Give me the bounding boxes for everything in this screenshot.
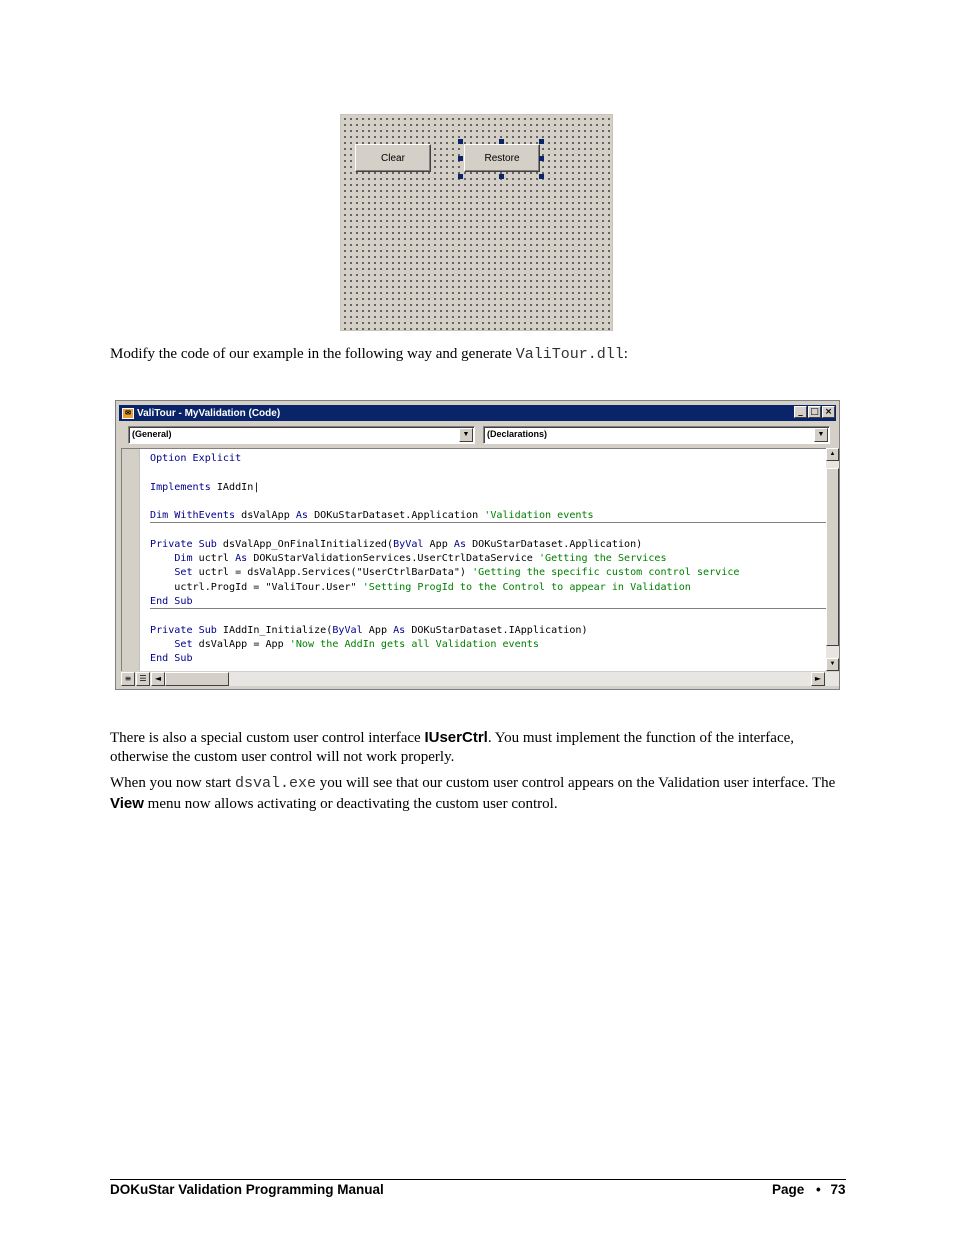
restore-button[interactable]: Restore — [464, 144, 540, 172]
chevron-down-icon[interactable]: ▼ — [814, 428, 828, 442]
iuserctrl-term: IUserCtrl — [424, 729, 488, 746]
clear-button[interactable]: Clear — [355, 144, 431, 172]
scroll-thumb-horizontal[interactable] — [165, 672, 229, 686]
iuserctrl-text-after: . You must implement the function of the interface, otherwise the custom user control will not work properly. — [110, 730, 795, 765]
view-menu-term: View — [110, 795, 144, 812]
dll-filename: ValiTour.dll — [515, 346, 624, 363]
scroll-right-icon[interactable]: ► — [811, 672, 825, 686]
footer-rule — [110, 1179, 846, 1180]
intro-colon: : — [623, 346, 628, 362]
editor-margin — [122, 449, 140, 671]
chevron-down-icon[interactable]: ▼ — [459, 428, 473, 442]
selection-handle[interactable] — [539, 174, 544, 179]
page-label: Page — [772, 1182, 805, 1197]
procedure-combo[interactable] — [483, 426, 830, 444]
maximize-icon[interactable]: □ — [808, 406, 821, 418]
selection-handle[interactable] — [499, 174, 504, 179]
scroll-left-icon[interactable]: ◄ — [151, 672, 165, 686]
intro-text: Modify the code of our example in the following way and generate — [110, 346, 516, 362]
code-editor[interactable] — [121, 448, 826, 671]
vertical-scrollbar[interactable] — [826, 448, 839, 671]
footer-page — [772, 1182, 846, 1197]
dsval-exe: dsval.exe — [234, 775, 316, 792]
selection-handle[interactable] — [539, 156, 544, 161]
close-icon[interactable]: × — [822, 406, 835, 418]
code-window — [115, 400, 840, 690]
object-combo[interactable] — [128, 426, 475, 444]
dsval-text-middle: you will see that our custom user control appears on the Validation user interface. The — [316, 775, 836, 791]
scroll-thumb[interactable] — [826, 468, 839, 646]
procedure-separator — [150, 522, 826, 523]
scroll-down-icon[interactable]: ▼ — [826, 658, 839, 671]
minimize-icon[interactable]: _ — [794, 406, 807, 418]
dsval-paragraph — [110, 773, 844, 814]
procedure-combo-value: (Declarations) — [487, 429, 548, 439]
selection-handle[interactable] — [458, 174, 463, 179]
form-designer — [340, 114, 613, 331]
footer-title: DOKuStar Validation Programming Manual — [110, 1182, 384, 1197]
scroll-up-icon[interactable]: ▲ — [826, 448, 839, 461]
code-window-titlebar[interactable] — [119, 405, 836, 421]
iuserctrl-paragraph — [110, 728, 844, 767]
procedure-view-icon[interactable]: ≡ — [121, 672, 135, 686]
intro-paragraph — [110, 345, 844, 364]
bullet-icon: • — [816, 1182, 821, 1197]
selection-handle[interactable] — [458, 139, 463, 144]
dsval-text-after: menu now allows activating or deactivating the custom user control. — [143, 796, 558, 812]
vb-app-icon: ✉ — [122, 408, 134, 419]
full-module-view-icon[interactable]: ☰ — [136, 672, 150, 686]
iuserctrl-text-before: There is also a special custom user control interface — [110, 730, 425, 746]
object-combo-value: (General) — [132, 429, 172, 439]
code-listing: Option Explicit Implements IAddIn| Dim WithEvents dsValApp As DOKuStarDataset.Application 'Validation events Private Sub dsValApp_OnFinalInitialized(ByVal App As DOKuStarDataset.Application) Dim uctrl As DOKuStarValidationServices.UserCtrlDataService 'Getting the Services Set uctrl = dsValApp.Services("UserCtrlBarData") 'Getting the specific custom control service uctrl.ProgId = "ValiTour.User" 'Setting ProgId to the Control to appear in Validation End Sub Private Sub IAddIn_Initialize(ByVal App As DOKuStarDataset.IApplication) Set dsValApp = App 'Now the AddIn gets all Validation events End Sub — [150, 453, 740, 665]
dsval-text-before: When you now start — [110, 775, 235, 791]
selection-handle[interactable] — [539, 139, 544, 144]
horizontal-scrollbar[interactable] — [121, 672, 839, 686]
window-title: ValiTour - MyValidation (Code) — [137, 407, 281, 419]
selection-handle[interactable] — [458, 156, 463, 161]
selection-handle[interactable] — [499, 139, 504, 144]
window-controls — [794, 406, 835, 418]
procedure-separator — [150, 608, 826, 609]
page-number: 73 — [830, 1182, 846, 1197]
